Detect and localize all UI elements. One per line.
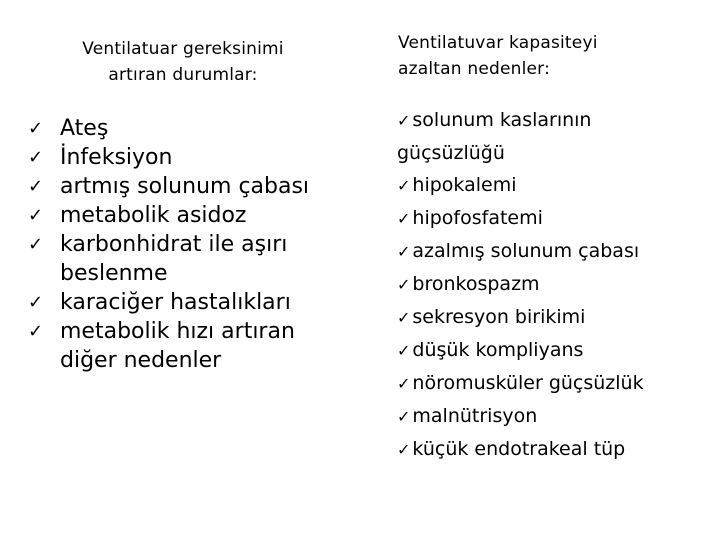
list-item-text: düşük kompliyans bbox=[412, 339, 584, 361]
list-item-text: nöromusküler güçsüzlük bbox=[412, 372, 644, 394]
checkmark-icon: ✓ bbox=[397, 407, 411, 426]
list-item bbox=[28, 172, 328, 201]
list-item bbox=[28, 201, 328, 230]
list-item bbox=[28, 288, 328, 317]
left-title-line-2: artıran durumlar: bbox=[108, 65, 258, 85]
list-item-text: azalmış solunum çabası bbox=[412, 240, 640, 262]
checkmark-icon: ✓ bbox=[397, 242, 411, 261]
checkmark-icon: ✓ bbox=[28, 321, 44, 342]
right-title-line-2: azaltan nedenler: bbox=[398, 59, 551, 79]
left-bullet-list bbox=[28, 114, 328, 375]
list-item-continuation bbox=[397, 137, 717, 169]
right-bullet-list bbox=[397, 104, 717, 466]
list-item bbox=[397, 400, 717, 433]
list-item-text: solunum kaslarının bbox=[412, 109, 592, 131]
list-item bbox=[28, 114, 328, 143]
list-item bbox=[397, 334, 717, 367]
list-item bbox=[28, 143, 328, 172]
checkmark-icon: ✓ bbox=[397, 308, 411, 327]
list-item-text: İnfeksiyon bbox=[60, 145, 173, 170]
checkmark-icon: ✓ bbox=[28, 234, 44, 255]
list-item-text: karaciğer hastalıkları bbox=[60, 290, 291, 315]
list-item bbox=[28, 317, 328, 375]
list-item bbox=[397, 169, 717, 202]
list-item-text: artmış solunum çabası bbox=[60, 174, 310, 199]
list-item-text: Ateş bbox=[60, 116, 109, 141]
list-item bbox=[397, 301, 717, 334]
list-item-text: metabolik asidoz bbox=[60, 203, 247, 228]
checkmark-icon: ✓ bbox=[28, 118, 44, 139]
list-item bbox=[397, 104, 717, 137]
checkmark-icon: ✓ bbox=[28, 147, 44, 168]
checkmark-icon: ✓ bbox=[397, 341, 411, 360]
list-item-text: karbonhidrat ile aşırı beslenme bbox=[60, 232, 288, 286]
list-item-text: sekresyon birikimi bbox=[412, 306, 586, 328]
list-item-text: metabolik hızı artıran diğer nedenler bbox=[60, 319, 295, 373]
list-item bbox=[397, 433, 717, 466]
list-item bbox=[397, 202, 717, 235]
list-item-text: küçük endotrakeal tüp bbox=[412, 438, 626, 460]
checkmark-icon: ✓ bbox=[397, 176, 411, 195]
list-item bbox=[397, 235, 717, 268]
list-item-text: hipokalemi bbox=[412, 174, 517, 196]
list-item-text: hipofosfatemi bbox=[412, 207, 543, 229]
checkmark-icon: ✓ bbox=[28, 176, 44, 197]
checkmark-icon: ✓ bbox=[28, 292, 44, 313]
list-item bbox=[397, 268, 717, 301]
list-item bbox=[28, 230, 328, 288]
checkmark-icon: ✓ bbox=[397, 111, 411, 130]
checkmark-icon: ✓ bbox=[397, 374, 411, 393]
checkmark-icon: ✓ bbox=[28, 205, 44, 226]
checkmark-icon: ✓ bbox=[397, 275, 411, 294]
list-item bbox=[397, 367, 717, 400]
checkmark-icon: ✓ bbox=[397, 209, 411, 228]
left-title-line-1: Ventilatuar gereksinimi bbox=[82, 39, 284, 59]
checkmark-icon: ✓ bbox=[397, 440, 411, 459]
list-item-text: malnütrisyon bbox=[412, 405, 538, 427]
list-item-text: güçsüzlüğü bbox=[397, 142, 505, 164]
right-column-title bbox=[398, 30, 698, 82]
list-item-text: bronkospazm bbox=[412, 273, 540, 295]
right-title-line-1: Ventilatuvar kapasiteyi bbox=[398, 33, 598, 53]
left-column-title bbox=[58, 36, 308, 88]
